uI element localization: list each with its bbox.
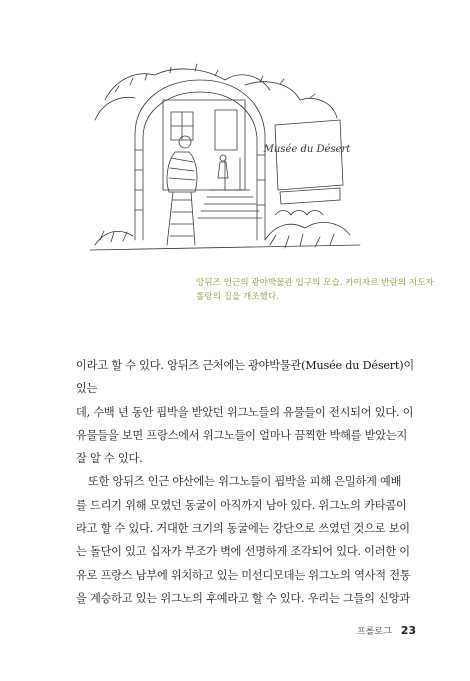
text-line: 라고 할 수 있다. 거대한 크기의 동굴에는 강단으로 쓰였던 것으로 보이 xyxy=(76,522,410,536)
text-line: 을 계승하고 있는 위그노의 후예라고 할 수 있다. 우리는 그들의 신앙과 xyxy=(76,591,410,605)
text-line: 유물들을 보면 프랑스에서 위그노들이 얼마나 끔찍한 박해를 받았는지 xyxy=(76,428,408,442)
text-line: 유로 프랑스 남부에 위치하고 있는 미선디모데는 위그노의 역사적 전통 xyxy=(76,568,411,582)
text-line: 는 돌단이 있고 십자가 부조가 벽에 선명하게 조각되어 있다. 이러한 이 xyxy=(76,545,410,559)
figure-caption xyxy=(196,276,446,304)
page-footer xyxy=(357,624,416,637)
text-line: 이라고 할 수 있다. 앙뒤즈 근처에는 광야박물관(Musée du Désert)이 있는 xyxy=(76,359,414,396)
text-line: 잘 알 수 있다. xyxy=(76,452,143,466)
museum-sign-text: Musée du Désert xyxy=(263,144,351,155)
text-line: 데, 수백 년 동안 핍박을 받았던 위그노들의 유물들이 전시되어 있다. 이 xyxy=(76,405,414,419)
page-number: 23 xyxy=(400,624,416,637)
caption-line: 롤랑의 집을 개조했다. xyxy=(196,292,279,302)
body-text xyxy=(76,354,414,610)
sketch-drawing xyxy=(75,40,405,270)
paragraph-2 xyxy=(76,470,414,610)
text-line: 를 드리기 위해 모였던 동굴이 아직까지 남아 있다. 위그노의 카타콤이 xyxy=(76,498,407,512)
caption-line: 앙뒤즈 인근의 광야박물관 입구의 모습. 카미자르 반란의 지도자 xyxy=(196,278,434,288)
paragraph-1 xyxy=(76,354,414,470)
museum-entrance-sketch xyxy=(75,40,405,270)
text-line: 또한 앙뒤즈 인근 야산에는 위그노들이 핍박을 피해 은밀하게 예배 xyxy=(88,475,402,489)
section-title: 프롤로그 xyxy=(357,627,392,637)
